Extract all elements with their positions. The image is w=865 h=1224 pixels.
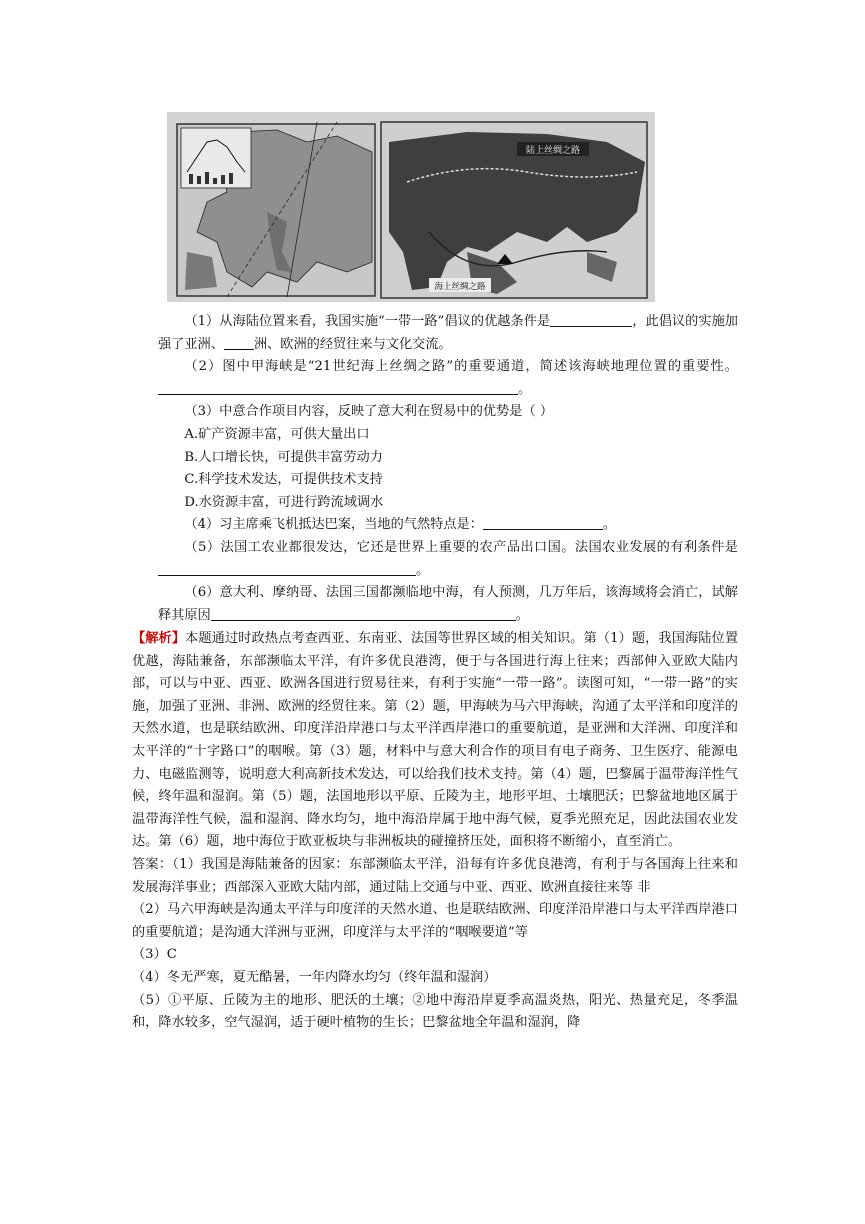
question-2-end: 。 <box>518 381 532 397</box>
question-2 <box>158 356 738 401</box>
analysis-text: 本题通过时政热点考查西亚、东南亚、法国等世界区域的相关知识。第（1）题，我国海陆位置优越，海陆兼备，东部濒临太平洋，有许多优良港湾，便于与各国进行海上往来；西部伸入亚欧大陆内部，可以与中亚、西亚、欧洲各国进行贸易往来，有利于实施“一带一路”。读图可知，“一带一路”的实施，加强了亚洲、非洲、欧洲的经贸往来。第（2）题，甲海峡为马六甲海峡，沟通了太平洋和印度洋的天然水道，也是联结欧洲、印度洋沿岸港口与太平洋西岸港口的重要航道，是亚洲和大洋洲、印度洋和太平洋的“十字路口”的咽喉。第（3）题，材料中与意大利合作的项目有电子商务、卫生医疗、能源电力、电磁监测等，说明意大利高新技术发达，可以给我们技术支持。第（4）题，巴黎属于温带海洋性气候，终年温和湿润。第（5）题，法国地形以平原、丘陵为主，地形平坦、土壤肥沃；巴黎盆地地区属于温带海洋性气候，温和湿润、降水均匀，地中海沿岸属于地中海气候，夏季光照充足，因此法国农业发达。第（6）题，地中海位于欧亚板块与非洲板块的碰撞挤压处，面积将不断缩小，直至消亡。 <box>132 631 739 850</box>
question-4-text: （4）习主席乘飞机抵达巴案，当地的气然特点是： <box>184 517 483 533</box>
question-6-end: 。 <box>515 607 529 623</box>
answer-blank <box>158 561 416 576</box>
question-5-end: 。 <box>416 562 430 578</box>
analysis-block <box>132 628 738 1035</box>
overland-route-label: 陆上丝绸之路 <box>525 146 581 156</box>
answer-1: 答案：（1）我国是海陆兼备的因家：东部濒临太平洋，沿每有许多优良港湾，有利于与各国海上往来和发展海洋事业；西部深入亚欧大陆内部，通过陆上交通与中亚、西亚、欧洲直接往来等 非 <box>132 856 738 895</box>
map-figure <box>167 112 655 302</box>
questions-block <box>158 311 738 627</box>
question-4-end: 。 <box>602 517 617 533</box>
question-6-text: （6）意大利、摩纳哥、法国三国都濒临地中海，有人预测，几万年后，该海域将会消亡，试解释其原因 <box>158 585 738 623</box>
maritime-route-label: 海上丝绸之路 <box>434 282 486 292</box>
silk-road-map <box>381 122 647 298</box>
answer-blank <box>211 606 516 621</box>
answer-blank <box>224 335 254 350</box>
question-5-text: （5）法国工农业都很发达，它还是世界上重要的农产品出口国。法国农业发展的有利条件是 <box>184 539 738 555</box>
answer-2: （2）马六甲海峡是沟通太平洋与印度洋的天然水道、也是联结欧洲、印度洋沿岸港口与太平洋西岸港口的重要航道；是沟通大洋洲与亚洲，印度洋与太平洋的“咽喉要道”等 <box>132 902 738 940</box>
option-d: D.水资源丰富，可进行跨流域调水 <box>184 494 384 510</box>
question-6 <box>158 582 738 627</box>
answer-5: （5）①平原、丘陵为主的地形、肥沃的土壤；②地中海沿岸夏季高温炎热，阳光、热量充足，冬季温和，降水较多，空气湿润，适于硬叶植物的生长；巴黎盆地全年温和湿润，降 <box>132 992 738 1031</box>
option-a: A.矿产资源丰富，可供大量出口 <box>184 426 370 442</box>
question-4 <box>158 514 738 537</box>
analysis-tag: 【解析】 <box>132 631 186 646</box>
map-illustration <box>167 112 655 302</box>
answer-3: （3）C <box>132 947 177 963</box>
answer-blank <box>158 380 518 395</box>
answer-blank <box>550 312 632 327</box>
question-1 <box>158 311 738 356</box>
answer-blank <box>483 515 603 530</box>
option-c: C.科学技术发达，可提供技术支持 <box>184 472 383 488</box>
question-5 <box>158 537 738 582</box>
answer-4: （4）冬无严寒，夏无酷暑，一年内降水均匀（终年温和湿润） <box>132 969 497 985</box>
europe-map <box>177 122 375 297</box>
question-2-text: （2）图中甲海峡是“21世纪海上丝绸之路”的重要通道，简述该海峡地理位置的重要性。 <box>184 359 738 375</box>
question-1-text-2: ，此倡议的实施加强了亚洲、 <box>158 314 738 352</box>
question-1-text: （1）从海陆位置来看，我国实施“一带一路”倡议的优越条件是 <box>184 314 551 329</box>
question-3: （3）中意合作项目内容，反映了意大利在贸易中的优势是（ ） <box>184 404 554 420</box>
option-b: B.人口增长快，可提供丰富劳动力 <box>184 449 383 465</box>
analysis-paragraph <box>132 628 738 854</box>
question-1-text-3: 洲、欧洲的经贸往来与文化交流。 <box>253 336 452 352</box>
